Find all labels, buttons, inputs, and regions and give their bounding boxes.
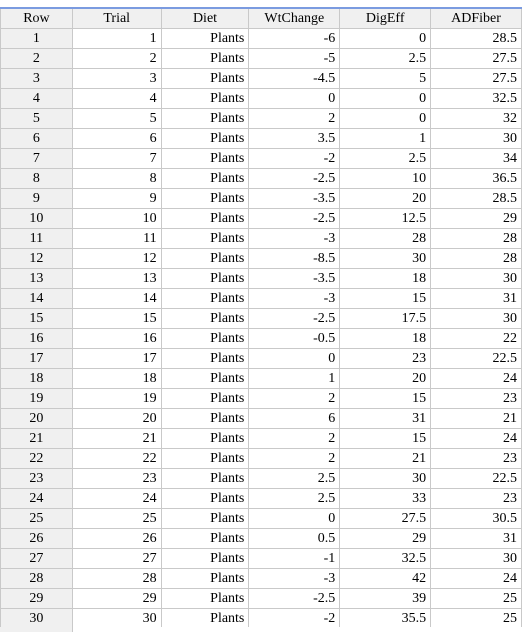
adfiber-cell[interactable]: 32.5 <box>431 89 522 109</box>
table-row[interactable] <box>1 69 522 89</box>
adfiber-cell[interactable]: 25 <box>431 609 522 629</box>
digeff-cell[interactable]: 0 <box>340 89 431 109</box>
digeff-cell[interactable]: 21 <box>340 449 431 469</box>
wtchange-cell[interactable]: -5 <box>249 49 340 69</box>
table-row[interactable] <box>1 469 522 489</box>
adfiber-cell[interactable]: 27.5 <box>431 49 522 69</box>
adfiber-cell[interactable]: 28 <box>431 249 522 269</box>
adfiber-cell[interactable]: 23 <box>431 449 522 469</box>
wtchange-cell[interactable]: 0 <box>249 89 340 109</box>
table-row[interactable] <box>1 609 522 629</box>
data-grid <box>0 7 522 629</box>
row-number-cell[interactable]: 21 <box>1 429 73 449</box>
adfiber-cell[interactable]: 28.5 <box>431 29 522 49</box>
table-row[interactable] <box>1 29 522 49</box>
adfiber-cell[interactable]: 30 <box>431 309 522 329</box>
wtchange-cell[interactable]: -2 <box>249 609 340 629</box>
column-header-trial[interactable]: Trial <box>72 8 161 29</box>
digeff-cell[interactable]: 15 <box>340 429 431 449</box>
row-number-cell[interactable]: 9 <box>1 189 73 209</box>
adfiber-cell[interactable]: 31 <box>431 289 522 309</box>
adfiber-cell[interactable]: 27.5 <box>431 69 522 89</box>
digeff-cell[interactable]: 15 <box>340 289 431 309</box>
digeff-cell[interactable]: 10 <box>340 169 431 189</box>
trial-cell[interactable]: 4 <box>72 89 161 109</box>
trial-cell[interactable]: 6 <box>72 129 161 149</box>
diet-cell[interactable]: Plants <box>161 329 249 349</box>
table-row[interactable] <box>1 329 522 349</box>
digeff-cell[interactable]: 23 <box>340 349 431 369</box>
digeff-cell[interactable]: 31 <box>340 409 431 429</box>
wtchange-cell[interactable]: 2 <box>249 449 340 469</box>
wtchange-cell[interactable]: 2.5 <box>249 489 340 509</box>
row-number-cell[interactable]: 16 <box>1 329 73 349</box>
diet-cell[interactable]: Plants <box>161 129 249 149</box>
wtchange-cell[interactable]: 3.5 <box>249 129 340 149</box>
digeff-cell[interactable]: 5 <box>340 69 431 89</box>
table-row[interactable] <box>1 289 522 309</box>
diet-cell[interactable]: Plants <box>161 269 249 289</box>
column-header-adfiber[interactable]: ADFiber <box>431 8 522 29</box>
table-row[interactable] <box>1 549 522 569</box>
adfiber-cell[interactable]: 30.5 <box>431 509 522 529</box>
trial-cell[interactable]: 23 <box>72 469 161 489</box>
diet-cell[interactable]: Plants <box>161 309 249 329</box>
column-header-row[interactable]: Row <box>1 8 73 29</box>
table-row[interactable] <box>1 309 522 329</box>
diet-cell[interactable]: Plants <box>161 389 249 409</box>
table-row[interactable] <box>1 249 522 269</box>
wtchange-cell[interactable]: -3.5 <box>249 189 340 209</box>
diet-cell[interactable]: Plants <box>161 49 249 69</box>
row-number-cell[interactable]: 27 <box>1 549 73 569</box>
table-row[interactable] <box>1 349 522 369</box>
trial-cell[interactable]: 17 <box>72 349 161 369</box>
diet-cell[interactable]: Plants <box>161 449 249 469</box>
adfiber-cell[interactable]: 32 <box>431 109 522 129</box>
table-row[interactable] <box>1 209 522 229</box>
trial-cell[interactable]: 24 <box>72 489 161 509</box>
trial-cell[interactable]: 11 <box>72 229 161 249</box>
row-number-cell[interactable]: 28 <box>1 569 73 589</box>
diet-cell[interactable]: Plants <box>161 249 249 269</box>
trial-cell[interactable]: 25 <box>72 509 161 529</box>
trial-cell[interactable]: 3 <box>72 69 161 89</box>
adfiber-cell[interactable]: 22.5 <box>431 469 522 489</box>
row-number-cell[interactable]: 25 <box>1 509 73 529</box>
trial-cell[interactable]: 15 <box>72 309 161 329</box>
digeff-cell[interactable]: 2.5 <box>340 49 431 69</box>
diet-cell[interactable]: Plants <box>161 369 249 389</box>
wtchange-cell[interactable]: -3 <box>249 229 340 249</box>
trial-cell[interactable]: 20 <box>72 409 161 429</box>
top-border <box>0 0 522 4</box>
row-number-cell[interactable]: 2 <box>1 49 73 69</box>
trial-cell[interactable]: 12 <box>72 249 161 269</box>
diet-cell[interactable]: Plants <box>161 549 249 569</box>
trial-cell[interactable]: 22 <box>72 449 161 469</box>
diet-cell[interactable]: Plants <box>161 89 249 109</box>
row-number-cell[interactable]: 3 <box>1 69 73 89</box>
adfiber-cell[interactable]: 30 <box>431 129 522 149</box>
adfiber-cell[interactable]: 36.5 <box>431 169 522 189</box>
wtchange-cell[interactable]: -2.5 <box>249 169 340 189</box>
adfiber-cell[interactable]: 28 <box>431 229 522 249</box>
trial-cell[interactable]: 16 <box>72 329 161 349</box>
diet-cell[interactable]: Plants <box>161 429 249 449</box>
trial-cell[interactable]: 10 <box>72 209 161 229</box>
row-number-cell[interactable]: 19 <box>1 389 73 409</box>
table-row[interactable] <box>1 269 522 289</box>
wtchange-cell[interactable]: -8.5 <box>249 249 340 269</box>
digeff-cell[interactable]: 0 <box>340 29 431 49</box>
row-number-cell[interactable]: 10 <box>1 209 73 229</box>
digeff-cell[interactable]: 2.5 <box>340 149 431 169</box>
table-row[interactable] <box>1 109 522 129</box>
wtchange-cell[interactable]: 0 <box>249 509 340 529</box>
diet-cell[interactable]: Plants <box>161 409 249 429</box>
digeff-cell[interactable]: 35.5 <box>340 609 431 629</box>
table-row[interactable] <box>1 409 522 429</box>
row-number-cell[interactable]: 22 <box>1 449 73 469</box>
table-row[interactable] <box>1 89 522 109</box>
adfiber-cell[interactable]: 25 <box>431 589 522 609</box>
trial-cell[interactable]: 28 <box>72 569 161 589</box>
digeff-cell[interactable]: 29 <box>340 529 431 549</box>
table-row[interactable] <box>1 189 522 209</box>
diet-cell[interactable]: Plants <box>161 229 249 249</box>
grid-body <box>1 29 522 629</box>
wtchange-cell[interactable]: -1 <box>249 549 340 569</box>
row-number-cell[interactable]: 13 <box>1 269 73 289</box>
grid-overflow-row <box>0 627 522 632</box>
trial-cell[interactable]: 9 <box>72 189 161 209</box>
table-row[interactable] <box>1 529 522 549</box>
row-number-cell[interactable]: 6 <box>1 129 73 149</box>
wtchange-cell[interactable]: -2.5 <box>249 589 340 609</box>
digeff-cell[interactable]: 18 <box>340 269 431 289</box>
wtchange-cell[interactable]: 6 <box>249 409 340 429</box>
wtchange-cell[interactable]: -6 <box>249 29 340 49</box>
diet-cell[interactable]: Plants <box>161 609 249 629</box>
header-row <box>1 8 522 29</box>
row-number-cell[interactable]: 1 <box>1 29 73 49</box>
table-row[interactable] <box>1 509 522 529</box>
diet-cell[interactable]: Plants <box>161 489 249 509</box>
digeff-cell[interactable]: 33 <box>340 489 431 509</box>
trial-cell[interactable]: 14 <box>72 289 161 309</box>
table-row[interactable] <box>1 569 522 589</box>
adfiber-cell[interactable]: 22.5 <box>431 349 522 369</box>
diet-cell[interactable]: Plants <box>161 69 249 89</box>
wtchange-cell[interactable]: 2 <box>249 389 340 409</box>
digeff-cell[interactable]: 30 <box>340 249 431 269</box>
diet-cell[interactable]: Plants <box>161 189 249 209</box>
digeff-cell[interactable]: 39 <box>340 589 431 609</box>
trial-cell[interactable]: 19 <box>72 389 161 409</box>
digeff-cell[interactable]: 18 <box>340 329 431 349</box>
row-number-cell[interactable]: 26 <box>1 529 73 549</box>
wtchange-cell[interactable]: -4.5 <box>249 69 340 89</box>
trial-cell[interactable]: 30 <box>72 609 161 629</box>
adfiber-cell[interactable]: 22 <box>431 329 522 349</box>
digeff-cell[interactable]: 20 <box>340 369 431 389</box>
digeff-cell[interactable]: 20 <box>340 189 431 209</box>
trial-cell[interactable]: 2 <box>72 49 161 69</box>
diet-cell[interactable]: Plants <box>161 529 249 549</box>
row-number-cell[interactable]: 20 <box>1 409 73 429</box>
trial-cell[interactable]: 26 <box>72 529 161 549</box>
wtchange-cell[interactable]: 2 <box>249 109 340 129</box>
table-row[interactable] <box>1 449 522 469</box>
trial-cell[interactable]: 8 <box>72 169 161 189</box>
column-header-digeff[interactable]: DigEff <box>340 8 431 29</box>
digeff-cell[interactable]: 28 <box>340 229 431 249</box>
column-header-wtchange[interactable]: WtChange <box>249 8 340 29</box>
digeff-cell[interactable]: 27.5 <box>340 509 431 529</box>
table-row[interactable] <box>1 389 522 409</box>
diet-cell[interactable]: Plants <box>161 589 249 609</box>
row-number-cell[interactable]: 18 <box>1 369 73 389</box>
table-row[interactable] <box>1 429 522 449</box>
table-row[interactable] <box>1 129 522 149</box>
wtchange-cell[interactable]: 1 <box>249 369 340 389</box>
wtchange-cell[interactable]: 2.5 <box>249 469 340 489</box>
table-row[interactable] <box>1 49 522 69</box>
wtchange-cell[interactable]: 0.5 <box>249 529 340 549</box>
adfiber-cell[interactable]: 24 <box>431 569 522 589</box>
adfiber-cell[interactable]: 31 <box>431 529 522 549</box>
adfiber-cell[interactable]: 24 <box>431 429 522 449</box>
wtchange-cell[interactable]: -3.5 <box>249 269 340 289</box>
adfiber-cell[interactable]: 21 <box>431 409 522 429</box>
adfiber-cell[interactable]: 28.5 <box>431 189 522 209</box>
row-number-cell[interactable]: 29 <box>1 589 73 609</box>
wtchange-cell[interactable]: -0.5 <box>249 329 340 349</box>
column-header-diet[interactable]: Diet <box>161 8 249 29</box>
table-row[interactable] <box>1 169 522 189</box>
wtchange-cell[interactable]: -3 <box>249 289 340 309</box>
digeff-cell[interactable]: 42 <box>340 569 431 589</box>
trial-cell[interactable]: 13 <box>72 269 161 289</box>
trial-cell[interactable]: 29 <box>72 589 161 609</box>
row-number-cell[interactable]: 4 <box>1 89 73 109</box>
trial-cell[interactable]: 27 <box>72 549 161 569</box>
row-number-cell[interactable]: 5 <box>1 109 73 129</box>
table-row[interactable] <box>1 369 522 389</box>
diet-cell[interactable]: Plants <box>161 569 249 589</box>
digeff-cell[interactable]: 32.5 <box>340 549 431 569</box>
trial-cell[interactable]: 21 <box>72 429 161 449</box>
adfiber-cell[interactable]: 30 <box>431 549 522 569</box>
row-number-cell[interactable]: 8 <box>1 169 73 189</box>
digeff-cell[interactable]: 30 <box>340 469 431 489</box>
adfiber-cell[interactable]: 34 <box>431 149 522 169</box>
diet-cell[interactable]: Plants <box>161 349 249 369</box>
wtchange-cell[interactable]: -2 <box>249 149 340 169</box>
diet-cell[interactable]: Plants <box>161 469 249 489</box>
row-number-cell[interactable]: 24 <box>1 489 73 509</box>
adfiber-cell[interactable]: 29 <box>431 209 522 229</box>
wtchange-cell[interactable]: -2.5 <box>249 209 340 229</box>
trial-cell[interactable]: 5 <box>72 109 161 129</box>
row-number-cell[interactable]: 14 <box>1 289 73 309</box>
digeff-cell[interactable]: 15 <box>340 389 431 409</box>
digeff-cell[interactable]: 12.5 <box>340 209 431 229</box>
row-number-cell[interactable]: 11 <box>1 229 73 249</box>
wtchange-cell[interactable]: -2.5 <box>249 309 340 329</box>
row-number-cell[interactable]: 15 <box>1 309 73 329</box>
digeff-cell[interactable]: 1 <box>340 129 431 149</box>
row-number-cell[interactable]: 23 <box>1 469 73 489</box>
table-row[interactable] <box>1 149 522 169</box>
row-number-cell[interactable]: 7 <box>1 149 73 169</box>
wtchange-cell[interactable]: -3 <box>249 569 340 589</box>
trial-cell[interactable]: 18 <box>72 369 161 389</box>
row-number-cell[interactable]: 17 <box>1 349 73 369</box>
digeff-cell[interactable]: 0 <box>340 109 431 129</box>
trial-cell[interactable]: 1 <box>72 29 161 49</box>
adfiber-cell[interactable]: 24 <box>431 369 522 389</box>
table-row[interactable] <box>1 489 522 509</box>
digeff-cell[interactable]: 17.5 <box>340 309 431 329</box>
diet-cell[interactable]: Plants <box>161 209 249 229</box>
diet-cell[interactable]: Plants <box>161 289 249 309</box>
row-number-cell[interactable]: 30 <box>1 609 73 629</box>
wtchange-cell[interactable]: 0 <box>249 349 340 369</box>
diet-cell[interactable]: Plants <box>161 509 249 529</box>
trial-cell[interactable]: 7 <box>72 149 161 169</box>
adfiber-cell[interactable]: 30 <box>431 269 522 289</box>
row-number-cell[interactable]: 12 <box>1 249 73 269</box>
diet-cell[interactable]: Plants <box>161 29 249 49</box>
adfiber-cell[interactable]: 23 <box>431 489 522 509</box>
diet-cell[interactable]: Plants <box>161 109 249 129</box>
adfiber-cell[interactable]: 23 <box>431 389 522 409</box>
wtchange-cell[interactable]: 2 <box>249 429 340 449</box>
diet-cell[interactable]: Plants <box>161 149 249 169</box>
diet-cell[interactable]: Plants <box>161 169 249 189</box>
table-row[interactable] <box>1 229 522 249</box>
table-row[interactable] <box>1 589 522 609</box>
